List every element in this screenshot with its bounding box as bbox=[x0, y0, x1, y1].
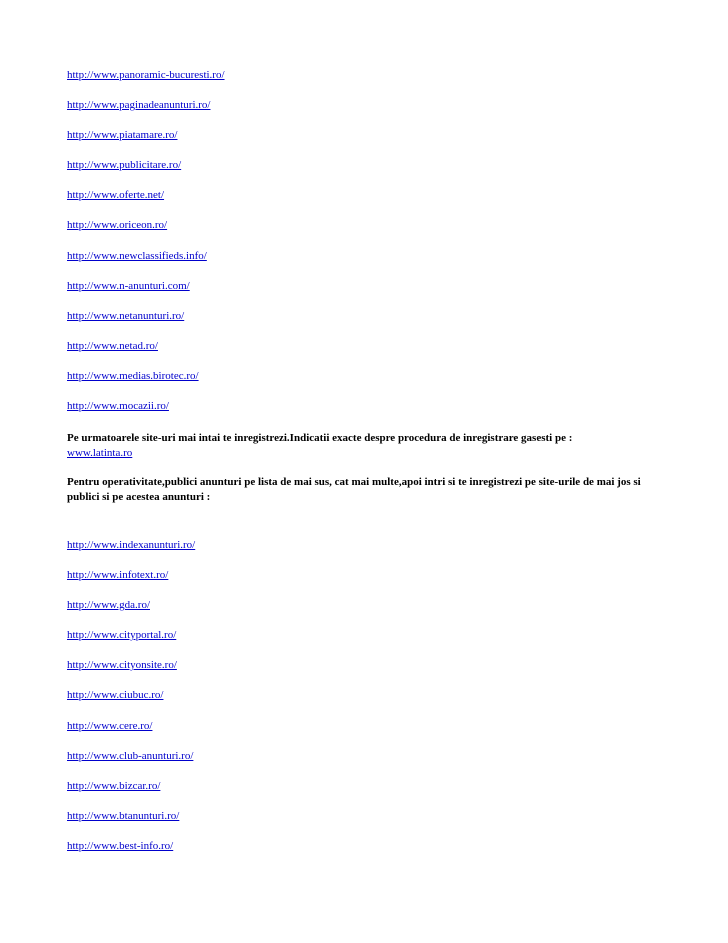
link-mocazii[interactable]: http://www.mocazii.ro/ bbox=[67, 400, 169, 412]
link-netad[interactable]: http://www.netad.ro/ bbox=[67, 340, 158, 352]
link-oferte[interactable]: http://www.oferte.net/ bbox=[67, 189, 165, 201]
link-infotext[interactable]: http://www.infotext.ro/ bbox=[67, 569, 169, 581]
link-latinta[interactable]: www.latinta.ro bbox=[67, 447, 133, 459]
link-ciubuc[interactable]: http://www.ciubuc.ro/ bbox=[67, 689, 164, 701]
link-paginadeanunturi[interactable]: http://www.paginadeanunturi.ro/ bbox=[67, 99, 211, 111]
link-panoramic-bucuresti[interactable]: http://www.panoramic-bucuresti.ro/ bbox=[67, 69, 225, 81]
registration-note-text: Pe urmatoarele site-uri mai intai te inregistrezi.Indicatii exacte despre procedura de inregistrare gasesti pe : bbox=[67, 432, 573, 444]
link-gda[interactable]: http://www.gda.ro/ bbox=[67, 599, 150, 611]
link-cere[interactable]: http://www.cere.ro/ bbox=[67, 720, 153, 732]
instructions-note-text: Pentru operativitate,publici anunturi pe lista de mai sus, cat mai multe,apoi intri si te inregistrezi pe site-urile de mai jos si publici si pe acestea anunturi : bbox=[67, 476, 641, 503]
instructions-note bbox=[67, 475, 667, 505]
link-piatamare[interactable]: http://www.piatamare.ro/ bbox=[67, 129, 178, 141]
registration-note bbox=[67, 431, 667, 461]
link-netanunturi[interactable]: http://www.netanunturi.ro/ bbox=[67, 310, 185, 322]
link-btanunturi[interactable]: http://www.btanunturi.ro/ bbox=[67, 810, 180, 822]
link-club-anunturi[interactable]: http://www.club-anunturi.ro/ bbox=[67, 750, 194, 762]
link-oriceon[interactable]: http://www.oriceon.ro/ bbox=[67, 219, 168, 231]
link-cityportal[interactable]: http://www.cityportal.ro/ bbox=[67, 629, 177, 641]
link-publicitare[interactable]: http://www.publicitare.ro/ bbox=[67, 159, 182, 171]
link-cityonsite[interactable]: http://www.cityonsite.ro/ bbox=[67, 659, 177, 671]
link-best-info[interactable]: http://www.best-info.ro/ bbox=[67, 840, 174, 852]
link-medias-birotec[interactable]: http://www.medias.birotec.ro/ bbox=[67, 370, 199, 382]
link-newclassifieds[interactable]: http://www.newclassifieds.info/ bbox=[67, 250, 207, 262]
link-n-anunturi[interactable]: http://www.n-anunturi.com/ bbox=[67, 280, 190, 292]
link-indexanunturi[interactable]: http://www.indexanunturi.ro/ bbox=[67, 539, 196, 551]
link-bizcar[interactable]: http://www.bizcar.ro/ bbox=[67, 780, 161, 792]
